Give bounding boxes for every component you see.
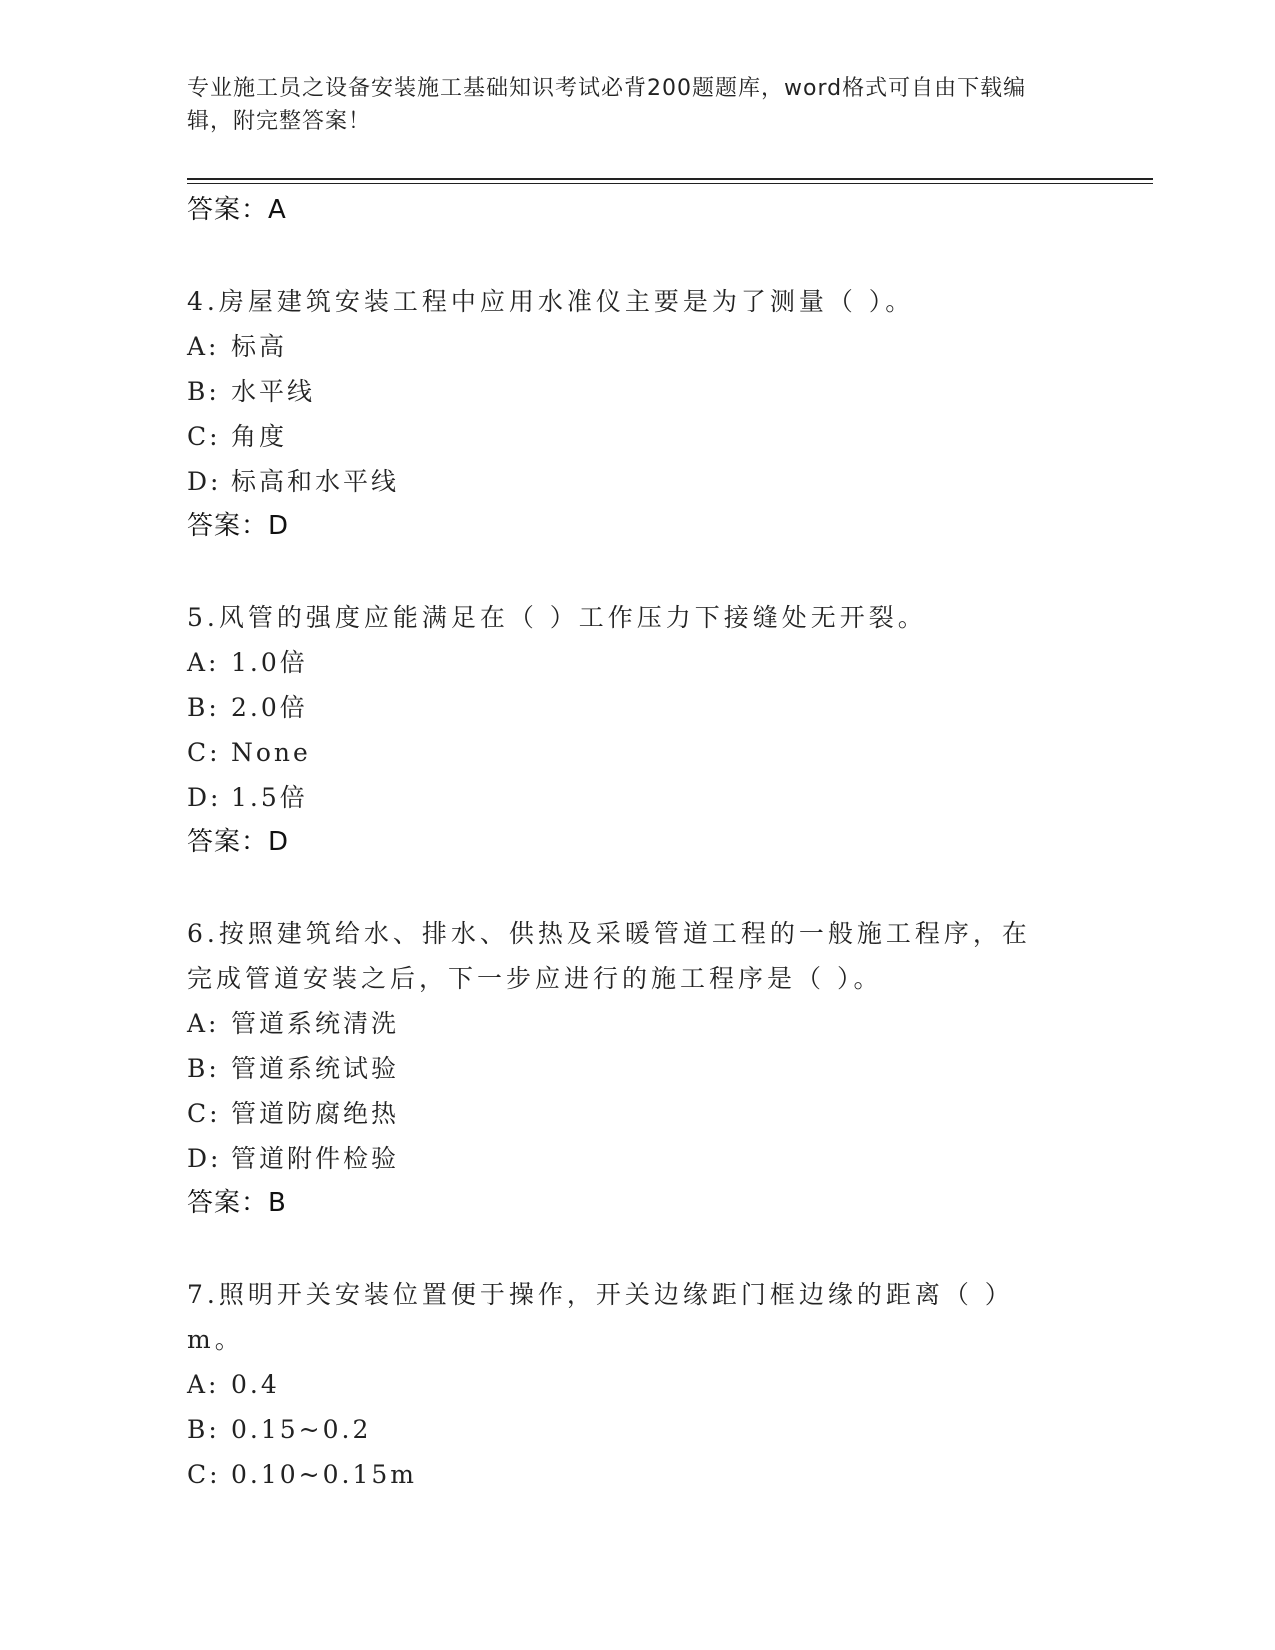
- answer-prefix: 答案：: [187, 1188, 269, 1218]
- option-item: [187, 414, 1153, 459]
- option-label: B:: [187, 693, 220, 722]
- answer-prefix: 答案：: [187, 511, 269, 541]
- option-item: [187, 1046, 1153, 1091]
- option-label: B:: [187, 377, 220, 406]
- question-block: [187, 279, 1153, 549]
- option-label: C:: [187, 1099, 221, 1128]
- option-text: 管道防腐绝热: [231, 1099, 400, 1128]
- option-text: 0.15~0.2: [231, 1415, 372, 1444]
- option-label: A:: [187, 1370, 220, 1399]
- option-item: [187, 1407, 1153, 1452]
- option-item: [187, 730, 1153, 775]
- answer-line: [187, 188, 1153, 233]
- option-text: 管道附件检验: [231, 1144, 400, 1173]
- answer-value: B: [268, 1188, 287, 1218]
- option-label: A:: [187, 648, 220, 677]
- option-text: 角度: [231, 422, 288, 451]
- answer-prefix: 答案：: [187, 827, 269, 857]
- option-text: 水平线: [231, 377, 316, 406]
- answer-prefix: 答案：: [187, 195, 269, 225]
- option-label: B:: [187, 1054, 220, 1083]
- option-text: 管道系统试验: [231, 1054, 400, 1083]
- option-text: 标高和水平线: [231, 467, 400, 496]
- option-label: C:: [187, 738, 221, 767]
- option-item: [187, 1452, 1153, 1497]
- question-list: [187, 188, 1153, 1497]
- option-item: [187, 1136, 1153, 1181]
- option-item: [187, 775, 1153, 820]
- option-label: A:: [187, 1009, 220, 1038]
- option-label: D:: [187, 1144, 222, 1173]
- option-text: 0.4: [231, 1370, 280, 1399]
- answer-line: [187, 820, 1153, 865]
- option-label: A:: [187, 332, 220, 361]
- option-text: None: [231, 738, 311, 767]
- option-text: 标高: [231, 332, 288, 361]
- option-item: [187, 1362, 1153, 1407]
- option-item: [187, 685, 1153, 730]
- question-block: [187, 1272, 1153, 1497]
- question-text: 6.按照建筑给水、排水、供热及采暖管道工程的一般施工程序，在完成管道安装之后，下一步应进行的施工程序是（ ）。: [187, 919, 1031, 993]
- option-text: 1.0倍: [231, 648, 308, 677]
- answer-value: D: [268, 511, 290, 541]
- page-header: 专业施工员之设备安装施工基础知识考试必背200题题库，word格式可自由下载编辑，附完整答案！: [187, 76, 1027, 134]
- option-label: D:: [187, 783, 222, 812]
- answer-line: [187, 504, 1153, 549]
- answer-value: A: [268, 195, 287, 225]
- option-text: 2.0倍: [231, 693, 308, 722]
- option-item: [187, 1001, 1153, 1046]
- option-text: 0.10~0.15m: [231, 1460, 417, 1489]
- header-divider-thin: [187, 183, 1153, 184]
- option-item: [187, 324, 1153, 369]
- option-item: [187, 369, 1153, 414]
- option-item: [187, 1091, 1153, 1136]
- question-text: 5.风管的强度应能满足在（ ）工作压力下接缝处无开裂。: [187, 603, 927, 632]
- question-block: [187, 911, 1153, 1226]
- option-text: 管道系统清洗: [231, 1009, 400, 1038]
- option-item: [187, 459, 1153, 504]
- option-label: C:: [187, 422, 221, 451]
- header-divider-thick: [187, 178, 1153, 180]
- option-label: B:: [187, 1415, 220, 1444]
- answer-line: [187, 1181, 1153, 1226]
- option-item: [187, 640, 1153, 685]
- question-text: 7.照明开关安装位置便于操作，开关边缘距门框边缘的距离（ ）m。: [187, 1280, 1014, 1354]
- question-text: 4.房屋建筑安装工程中应用水准仪主要是为了测量（ ）。: [187, 287, 915, 316]
- option-label: D:: [187, 467, 222, 496]
- questions-container: [187, 279, 1153, 1497]
- question-block: [187, 595, 1153, 865]
- option-label: C:: [187, 1460, 221, 1489]
- option-text: 1.5倍: [231, 783, 308, 812]
- answer-value: D: [268, 827, 290, 857]
